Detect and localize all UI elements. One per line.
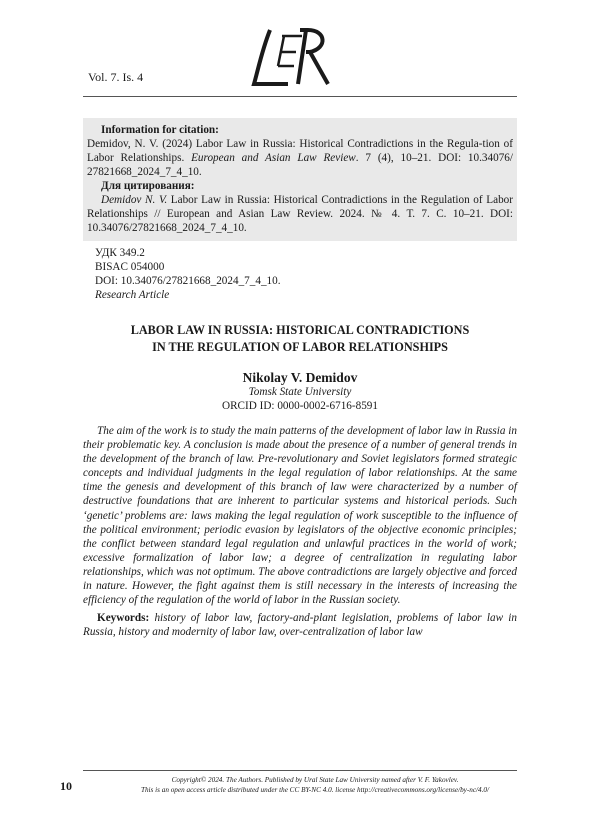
citation-heading-en: Information for citation: (87, 123, 513, 137)
article-type: Research Article (95, 288, 281, 302)
logo-text: LEAR (248, 26, 251, 27)
article-meta (95, 246, 281, 302)
footer-rule (83, 770, 517, 771)
citation-text-en: Demidov, N. V. (2024) Labor Law in Russia: Historical Contradictions in the Regula-tion of Labor Relationships. European and Asian Law Review. 7 (4), 10–21. DOI: 10.34076/ 27821668_2024_7_4_10. (87, 137, 513, 179)
header-rule (83, 96, 517, 97)
citation-heading-ru: Для цитирования: (87, 179, 513, 193)
author-orcid: ORCID ID: 0000-0002-6716-8591 (83, 399, 517, 413)
author-name: Nikolay V. Demidov (83, 370, 517, 386)
citation-box (83, 118, 517, 241)
author-affiliation: Tomsk State University (83, 386, 517, 399)
udk-code: УДК 349.2 (95, 246, 281, 260)
journal-logo (248, 26, 344, 90)
author-block (83, 370, 517, 413)
bisac-code: BISAC 054000 (95, 260, 281, 274)
citation-text-ru: Demidov N. V. Labor Law in Russia: Historical Contradictions in the Regulation of Labor Relationships // European and Asian Law Review. 2024. № 4. Т. 7. С. 10–21. DOI: 10.34076/27821668_2024_7_4_10. (87, 193, 513, 235)
footer-license: Copyright© 2024. The Authors. Published by Ural State Law University named after V. F. Yakovlev. This is an open access article distributed under the CC BY-NC 4.0. license http://creativecommons.org/license/by-nc/4.0/ (100, 776, 530, 795)
doi: DOI: 10.34076/27821668_2024_7_4_10. (95, 274, 281, 288)
keywords: Keywords: history of labor law, factory-and-plant legislation, problems of labor law in Russia, history and modernity of labor law, over-centralization of labor law (83, 611, 517, 639)
abstract: The aim of the work is to study the main patterns of the development of labor law in Russia in their problematic key. A conclusion is made about the presence of a number of general trends in the development of the branch of law. Pre-revolutionary and Soviet legislators formed strategic concepts and individual judgments in the legal regulation of labor relationships. At the same time the genesis and development of this branch of law were characterized by a number of destructive foundations that are inherent to particular systems and historical periods. Such ‘genetic’ problems are: laws making the legal regulation of work susceptible to the influence of the political environment; periodic evasion by legislators of the objective economic principles; the conflict between standard legal regulation and unlawful practices in the world of work; excessive formalization of labor law; a degree of centralization in regulating labor relationships, which was not optimum. The above contradictions are largely objective and forced in nature. However, the fight against them is still necessary in the interests of increasing the efficiency of the regulation of the world of labor in the Russian society. (83, 424, 517, 607)
article-title: LABOR LAW IN RUSSIA: HISTORICAL CONTRADICTIONS IN THE REGULATION OF LABOR RELATIONSHIPS (83, 322, 517, 356)
page-number: 10 (60, 779, 72, 794)
volume-issue: Vol. 7. Is. 4 (88, 70, 143, 85)
